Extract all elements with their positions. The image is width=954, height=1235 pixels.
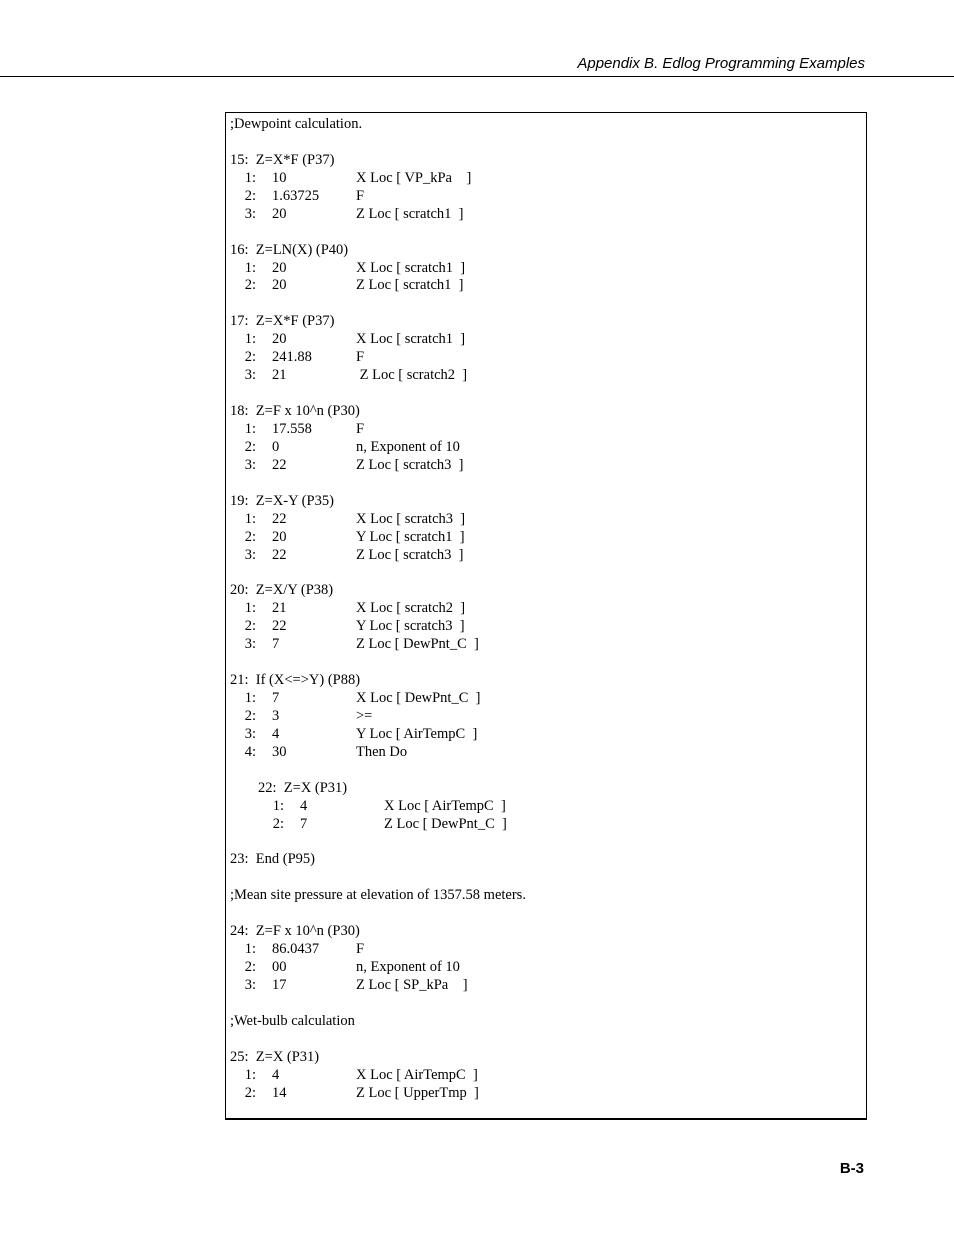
parameter-value: 20 [272, 259, 287, 276]
parameter-number: 3: [244, 977, 256, 993]
parameter-number: 2: [244, 277, 256, 294]
page-number: B-3 [839, 1160, 864, 1177]
parameter-description: F [356, 187, 365, 204]
parameter-line [230, 547, 526, 565]
parameter-line [230, 618, 526, 636]
parameter-number: 2: [244, 707, 256, 724]
header-title: Appendix B. Edlog Programming Examples [577, 55, 865, 72]
comment-line: ;Wet-bulb calculation [230, 1012, 355, 1029]
parameter-number: 1: [244, 600, 256, 617]
parameter-value: 14 [272, 1084, 287, 1101]
parameter-number: 3: [244, 367, 256, 384]
parameter-number: 1: [272, 797, 284, 814]
parameter-value: 22 [272, 456, 287, 473]
parameter-line [230, 726, 526, 744]
instruction-line: 24: Z=F x 10^n (P30) [230, 923, 360, 940]
parameter-line [230, 421, 526, 439]
parameter-number: 2: [244, 187, 256, 204]
parameter-number: 2: [244, 1084, 256, 1101]
parameter-number: 2: [244, 349, 256, 366]
parameter-description: X Loc [ scratch2 ] [356, 600, 466, 617]
parameter-line [230, 744, 526, 762]
parameter-value: 3 [272, 707, 280, 724]
parameter-line [230, 170, 526, 188]
parameter-description: Z Loc [ DewPnt_C ] [384, 815, 507, 832]
parameter-number: 1: [244, 259, 256, 276]
parameter-line [230, 349, 526, 367]
blank-line [230, 134, 526, 152]
parameter-line [230, 1085, 526, 1103]
parameter-description: Z Loc [ SP_kPa ] [356, 977, 468, 993]
parameter-description: F [356, 349, 365, 366]
parameter-value: 241.88 [272, 349, 312, 366]
parameter-line [230, 331, 526, 349]
parameter-description: Y Loc [ AirTempC ] [356, 725, 478, 742]
parameter-number: 1: [244, 420, 256, 437]
parameter-number: 4: [244, 743, 256, 760]
parameter-line [230, 708, 526, 726]
parameter-line [230, 636, 526, 654]
blank-line [230, 224, 526, 242]
parameter-number: 3: [244, 636, 256, 653]
parameter-value: 17 [272, 977, 287, 993]
parameter-value: 00 [272, 959, 287, 976]
parameter-value: 0 [272, 438, 280, 455]
parameter-number: 1: [244, 510, 256, 527]
parameter-description: Z Loc [ scratch1 ] [356, 205, 464, 222]
blank-line [230, 1031, 526, 1049]
blank-line [230, 869, 526, 887]
parameter-number: 3: [244, 205, 256, 222]
parameter-number: 2: [272, 815, 284, 832]
parameter-line [230, 959, 526, 977]
parameter-number: 2: [244, 528, 256, 545]
parameter-value: 21 [272, 367, 287, 384]
parameter-line [230, 367, 526, 385]
parameter-value: 4 [300, 797, 308, 814]
parameter-value: 1.63725 [272, 187, 320, 204]
parameter-description: X Loc [ AirTempC ] [356, 1066, 478, 1083]
parameter-description: X Loc [ DewPnt_C ] [356, 690, 481, 706]
instruction-line: 21: If (X<=>Y) (P88) [230, 672, 361, 689]
parameter-number: 1: [244, 331, 256, 348]
parameter-description: Z Loc [ DewPnt_C ] [356, 636, 479, 653]
parameter-description: X Loc [ scratch1 ] [356, 259, 466, 276]
parameter-value: 7 [272, 690, 280, 706]
page-header [0, 52, 954, 77]
parameter-value: 20 [272, 528, 287, 545]
instruction-line: 20: Z=X/Y (P38) [230, 582, 334, 599]
parameter-value: 22 [272, 510, 287, 527]
parameter-number: 2: [244, 959, 256, 976]
parameter-description: F [356, 420, 365, 437]
parameter-number: 1: [244, 1066, 256, 1083]
instruction-line: 15: Z=X*F (P37) [230, 151, 335, 168]
parameter-line [230, 600, 526, 618]
blank-line [230, 762, 526, 780]
parameter-line [230, 439, 526, 457]
parameter-description: Y Loc [ scratch1 ] [356, 528, 465, 545]
parameter-value: 22 [272, 618, 287, 635]
blank-line [230, 995, 526, 1013]
parameter-number: 2: [244, 618, 256, 635]
parameter-line [230, 206, 526, 224]
parameter-description: F [356, 941, 365, 958]
parameter-description: Z Loc [ scratch2 ] [356, 367, 468, 384]
parameter-value: 20 [272, 205, 287, 222]
blank-line [230, 385, 526, 403]
parameter-number: 1: [244, 941, 256, 958]
parameter-description: n, Exponent of 10 [356, 959, 460, 976]
parameter-line [230, 977, 526, 995]
comment-line: ;Dewpoint calculation. [230, 116, 363, 132]
parameter-value: 4 [272, 1066, 280, 1083]
parameter-description: Then Do [356, 743, 408, 760]
comment-line: ;Mean site pressure at elevation of 1357.58 meters. [230, 887, 526, 904]
blank-line [230, 905, 526, 923]
parameter-value: 4 [272, 725, 280, 742]
parameter-value: 22 [272, 546, 287, 563]
parameter-number: 3: [244, 725, 256, 742]
parameter-line [230, 1067, 526, 1085]
parameter-line [230, 798, 526, 816]
parameter-number: 2: [244, 438, 256, 455]
parameter-line [230, 457, 526, 475]
blank-line [230, 295, 526, 313]
parameter-value: 86.0437 [272, 941, 320, 958]
instruction-line: 18: Z=F x 10^n (P30) [230, 403, 360, 419]
parameter-value: 20 [272, 331, 287, 348]
parameter-description: Y Loc [ scratch3 ] [356, 618, 465, 635]
parameter-description: X Loc [ scratch3 ] [356, 510, 466, 527]
instruction-line: 22: Z=X (P31) [258, 779, 348, 796]
instruction-line: 17: Z=X*F (P37) [230, 313, 335, 330]
program-listing-box [225, 112, 867, 1120]
parameter-line [230, 277, 526, 295]
parameter-value: 21 [272, 600, 287, 617]
parameter-value: 7 [300, 815, 308, 832]
instruction-line: 25: Z=X (P31) [230, 1048, 320, 1065]
parameter-line [230, 511, 526, 529]
parameter-value: 10 [272, 169, 287, 186]
parameter-number: 3: [244, 456, 256, 473]
parameter-number: 1: [244, 690, 256, 706]
parameter-description: Z Loc [ scratch3 ] [356, 546, 464, 563]
parameter-line [230, 188, 526, 206]
parameter-description: X Loc [ AirTempC ] [384, 797, 506, 814]
parameter-description: n, Exponent of 10 [356, 438, 460, 455]
parameter-line [230, 941, 526, 959]
parameter-line [230, 529, 526, 547]
parameter-description: Z Loc [ UpperTmp ] [356, 1084, 479, 1101]
parameter-description: >= [356, 707, 373, 724]
parameter-line [230, 690, 526, 708]
instruction-line: 16: Z=LN(X) (P40) [230, 241, 349, 258]
parameter-description: X Loc [ scratch1 ] [356, 331, 466, 348]
parameter-line [230, 816, 526, 834]
blank-line [230, 564, 526, 582]
parameter-description: X Loc [ VP_kPa ] [356, 169, 472, 186]
program-listing [230, 116, 526, 1103]
blank-line [230, 475, 526, 493]
parameter-value: 20 [272, 277, 287, 294]
parameter-value: 7 [272, 636, 280, 653]
parameter-number: 3: [244, 546, 256, 563]
parameter-number: 1: [244, 169, 256, 186]
blank-line [230, 654, 526, 672]
parameter-value: 30 [272, 743, 287, 760]
parameter-value: 17.558 [272, 420, 312, 437]
parameter-line [230, 260, 526, 278]
instruction-line: 23: End (P95) [230, 851, 315, 868]
instruction-line: 19: Z=X-Y (P35) [230, 492, 334, 509]
parameter-description: Z Loc [ scratch3 ] [356, 456, 464, 473]
blank-line [230, 834, 526, 852]
parameter-description: Z Loc [ scratch1 ] [356, 277, 464, 294]
